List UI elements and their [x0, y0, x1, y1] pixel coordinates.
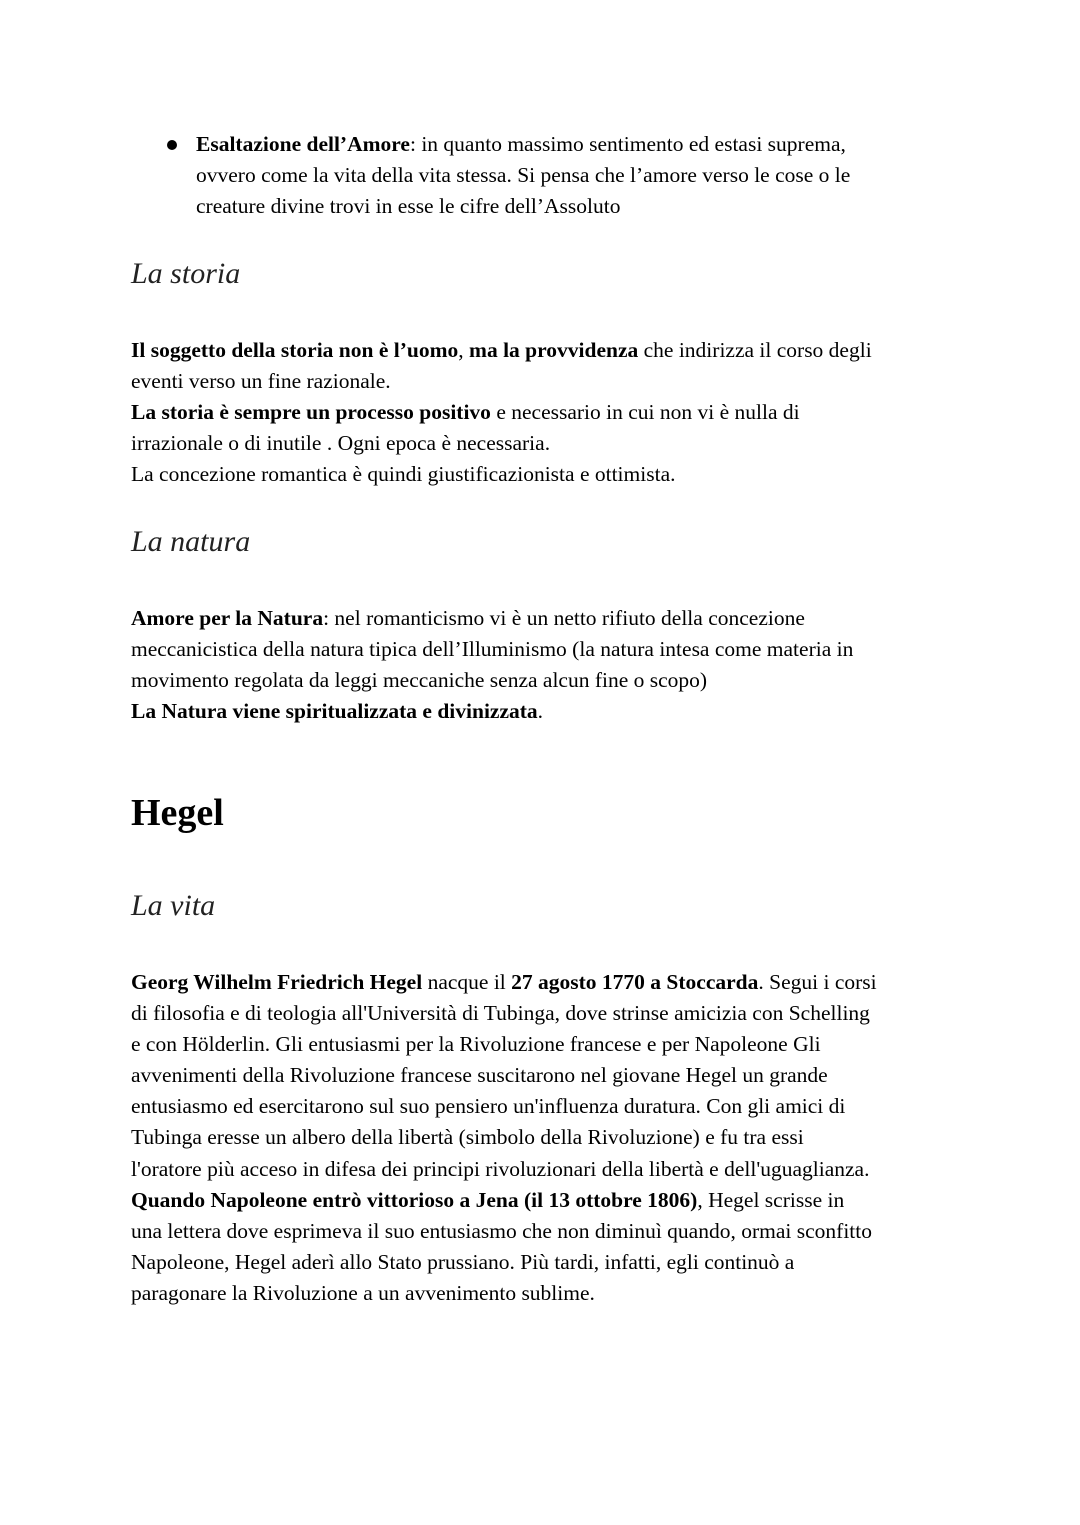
text: l'oratore più acceso in difesa dei principi rivoluzionari della libertà e dell'uguaglianza. — [131, 1156, 870, 1181]
text-line — [196, 129, 1036, 160]
text-line — [131, 1278, 971, 1309]
text: e necessario in cui non vi è nulla di — [490, 400, 800, 425]
text-line — [131, 967, 971, 998]
text: La concezione romantica è quindi giustificazionista e ottimista. — [131, 462, 676, 487]
text-line — [131, 696, 971, 727]
text: ovvero come la vita della vita stessa. Si pensa che l’amore verso le cose o le — [196, 163, 851, 188]
text-line — [131, 1185, 971, 1216]
text: meccanicistica della natura tipica dell’Illuminismo (la natura intesa come materia in — [131, 637, 854, 662]
text: e con Hölderlin. Gli entusiasmi per la Rivoluzione francese e per Napoleone Gli — [131, 1032, 821, 1057]
text: : nel romanticismo vi è un netto rifiuto della concezione — [323, 606, 805, 630]
text-line — [131, 366, 971, 397]
text-line — [131, 998, 971, 1029]
text-line — [131, 1060, 971, 1091]
text: Napoleone, Hegel aderì allo Stato prussiano. Più tardi, infatti, egli continuò a — [131, 1249, 795, 1274]
bullet-icon — [167, 140, 177, 150]
text-line — [131, 1247, 971, 1278]
bullet-esaltazione-amore — [196, 129, 1036, 222]
heading-hegel: Hegel — [131, 792, 224, 834]
paragraph-storia — [131, 335, 971, 490]
bold-text: La storia è sempre un processo positivo — [131, 400, 491, 425]
text-line — [131, 459, 971, 490]
text: creature divine trovi in esse le cifre dell’Assoluto — [196, 194, 621, 219]
text-line — [131, 1029, 971, 1060]
text-line — [131, 1216, 971, 1247]
text: movimento regolata da leggi meccaniche senza alcun fine o scopo) — [131, 668, 708, 693]
text-line — [131, 665, 971, 696]
text-line — [196, 160, 1036, 191]
bold-text: ma la provvidenza — [469, 338, 639, 362]
bold-text: 27 agosto 1770 a Stoccarda — [511, 970, 759, 994]
text: nacque il — [422, 970, 512, 994]
text-line — [131, 1091, 971, 1122]
paragraph-vita — [131, 967, 971, 1309]
text: avvenimenti della Rivoluzione francese suscitarono nel giovane Hegel un grande — [131, 1063, 828, 1088]
text-line — [131, 1122, 971, 1153]
bold-text: Georg Wilhelm Friedrich Hegel — [131, 970, 423, 994]
text: , Hegel scrisse in — [697, 1187, 845, 1212]
text: che indirizza il corso degli — [638, 338, 872, 362]
text-line — [131, 428, 971, 459]
heading-la-storia: La storia — [131, 257, 241, 290]
text: , — [458, 338, 470, 362]
text: una lettera dove esprimeva il suo entusiasmo che non diminuì quando, ormai sconfitto — [131, 1218, 872, 1243]
text: irrazionale o di inutile . Ogni epoca è necessaria. — [131, 431, 551, 456]
text: eventi verso un fine razionale. — [131, 369, 391, 394]
text-line — [131, 397, 971, 428]
text-line — [131, 634, 971, 665]
bold-text: Quando Napoleone entrò vittorioso a Jena (il 13 ottobre 1806) — [131, 1187, 698, 1212]
text-line — [131, 335, 971, 366]
text: Tubinga eresse un albero della libertà (simbolo della Rivoluzione) e fu tra essi — [131, 1125, 804, 1150]
paragraph-natura — [131, 603, 971, 727]
text: . Segui i corsi — [758, 970, 877, 994]
bold-text: La Natura viene spiritualizzata e divinizzata — [131, 699, 538, 724]
text-line — [196, 191, 1036, 222]
text: : in quanto massimo sentimento ed estasi suprema, — [409, 132, 846, 156]
text: paragonare la Rivoluzione a un avvenimento sublime. — [131, 1280, 595, 1305]
text: entusiasmo ed esercitarono sul suo pensiero un'influenza duratura. Con gli amici di — [131, 1094, 846, 1119]
text-line — [131, 1154, 971, 1185]
bold-text: Amore per la Natura — [131, 606, 324, 630]
text: di filosofia e di teologia all'Università di Tubinga, dove strinse amicizia con Schelling — [131, 1001, 870, 1026]
text-line — [131, 603, 971, 634]
heading-la-natura: La natura — [131, 525, 251, 558]
text: . — [537, 699, 544, 724]
heading-la-vita: La vita — [131, 889, 216, 922]
bold-text: Esaltazione dell’Amore — [196, 132, 410, 156]
bold-text: Il soggetto della storia non è l’uomo — [131, 338, 459, 362]
